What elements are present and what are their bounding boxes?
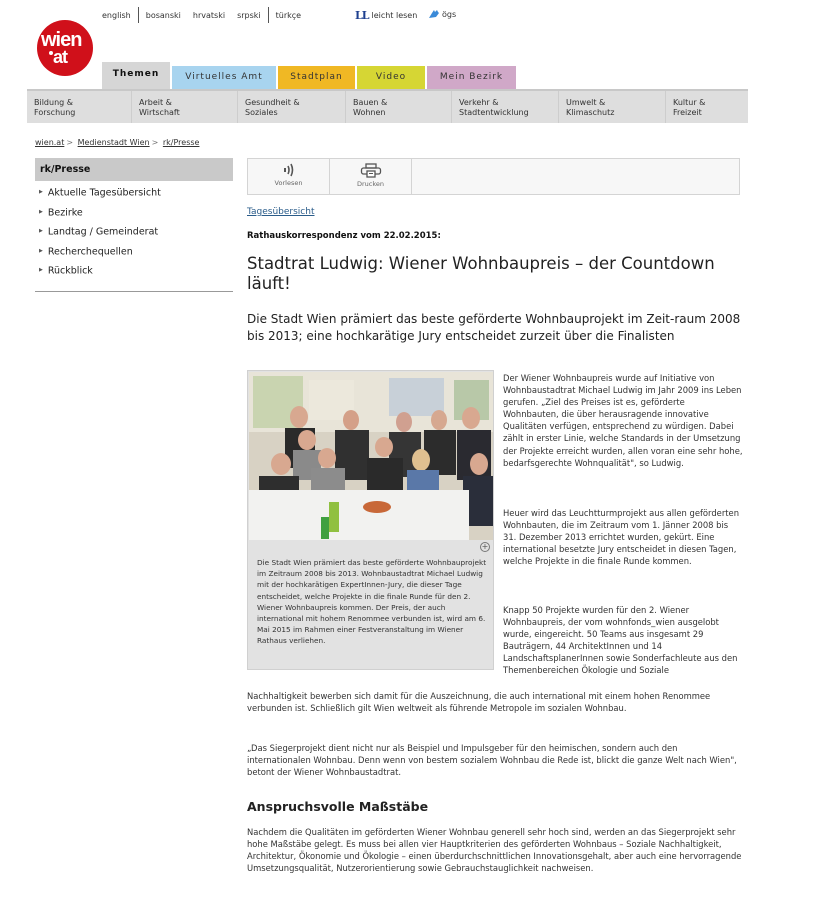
lang-turkce[interactable]: türkçe bbox=[275, 10, 302, 20]
triangle-bullet-icon: ▶ bbox=[39, 247, 43, 254]
category-bar bbox=[27, 89, 748, 123]
breadcrumb-rk-presse[interactable]: rk/Presse bbox=[162, 138, 200, 147]
sidebar-title[interactable]: rk/Presse bbox=[35, 158, 233, 181]
read-aloud-button[interactable] bbox=[248, 159, 330, 194]
category-verkehr[interactable]: Verkehr & Stadtentwicklung bbox=[452, 91, 559, 123]
wien-at-logo[interactable] bbox=[37, 20, 93, 76]
lang-english[interactable]: english bbox=[102, 10, 131, 20]
sign-language-label: ögs bbox=[442, 9, 457, 19]
easy-read-link[interactable] bbox=[355, 9, 417, 22]
triangle-bullet-icon: ▶ bbox=[39, 267, 43, 273]
triangle-bullet-icon: ▶ bbox=[39, 228, 43, 234]
lang-srpski[interactable]: srpski bbox=[237, 10, 261, 20]
article-title: Stadtrat Ludwig: Wiener Wohnbaupreis – der Countdown läuft! bbox=[247, 254, 715, 293]
image-caption: Die Stadt Wien prämiert das beste geförderte Wohnbauprojekt im Zeitraum 2008 bis 2013. Wohnbaustadtrat Michael Ludwig mit der hochkarätigen ExpertInnen-Jury, die dieser Tage entscheidet, welche Projekte in die finale Runde für den 2. Wiener Wohnbaupreis kommen. Der Preis, der auch international mit hohem Renommee verbunden ist, wird am 6. Mai 2015 im Rahmen einer Festveranstaltung im Wiener Rathaus verliehen. bbox=[257, 558, 487, 646]
print-label: Drucken bbox=[356, 180, 385, 188]
dateline: Rathauskorrespondenz vom 22.02.2015: bbox=[247, 231, 441, 241]
category-kultur[interactable]: Kultur & Freizeit bbox=[673, 98, 706, 117]
article-figure bbox=[247, 370, 494, 670]
breadcrumb-medienstadt[interactable]: Medienstadt Wien bbox=[77, 138, 150, 147]
category-bildung[interactable]: Bildung & Forschung bbox=[27, 91, 132, 123]
sign-language-hand-icon bbox=[428, 9, 440, 19]
category-gesundheit[interactable]: Gesundheit & Soziales bbox=[238, 91, 346, 123]
tab-themen[interactable]: Themen bbox=[102, 62, 170, 89]
sidebar-item-bezirke[interactable]: ▶ Bezirke bbox=[39, 206, 83, 218]
article-paragraph-continued: Nachhaltigkeit bewerben sich damit für die Auszeichnung, die auch international mit einem hohen Renommee verbunden ist. Schließlich gilt Wien weltweit als führende Metropole im sozialen Wohnbau. bbox=[247, 691, 711, 714]
article-paragraph: „Das Siegerprojekt dient nicht nur als Beispiel und Impulsgeber für den heimischen, sondern auch den internationalen Wohnbau. Denn wenn von bestem sozialem Wohnbau die Rede ist, blickt die ganze Welt nach Wien", betont der Wiener Wohnbaustadtrat. bbox=[247, 743, 737, 778]
triangle-bullet-icon: ▶ bbox=[39, 208, 43, 215]
breadcrumb bbox=[35, 138, 199, 147]
easy-read-label: leicht lesen bbox=[371, 11, 418, 20]
sign-language-link[interactable] bbox=[428, 9, 456, 19]
lang-bosanski[interactable]: bosanski bbox=[145, 10, 181, 20]
category-arbeit[interactable]: Arbeit & Wirtschaft bbox=[132, 91, 238, 123]
lang-divider bbox=[268, 7, 269, 23]
logo-text-wien: wien bbox=[41, 29, 82, 51]
article-paragraph: Heuer wird das Leuchtturmprojekt aus allen geförderten Wohnbauten, die im Zeitraum vom 1. Jänner 2008 bis 31. Dezember 2013 errichtet wurden, gekürt. Eine international besetzte Jury entscheidet in diesen Tagen, welche Projekte in die finale Runde kommen. bbox=[503, 508, 740, 567]
sidebar-item-rueckblick[interactable]: ▶ Rückblick bbox=[39, 265, 93, 277]
enlarge-image-icon[interactable]: + bbox=[481, 542, 489, 551]
read-aloud-label: Vorlesen bbox=[274, 179, 303, 187]
tab-stadtplan[interactable]: Stadtplan bbox=[278, 66, 355, 89]
sidebar-item-recherchequellen[interactable]: ▶ Recherchequellen bbox=[39, 245, 133, 257]
tab-virtuelles-amt[interactable]: Virtuelles Amt bbox=[172, 66, 276, 89]
category-bauen[interactable]: Bauen & Wohnen bbox=[346, 91, 452, 123]
easy-read-icon: LL bbox=[355, 9, 369, 22]
article-subheading: Anspruchsvolle Maßstäbe bbox=[247, 799, 429, 814]
sidebar-nav bbox=[35, 181, 233, 292]
overview-link[interactable]: Tagesübersicht bbox=[247, 207, 315, 217]
photo-illustration bbox=[249, 372, 493, 540]
speaker-waves-icon bbox=[281, 163, 297, 177]
lang-divider bbox=[138, 7, 139, 23]
sidebar-item-landtag[interactable]: ▶ Landtag / Gemeinderat bbox=[39, 226, 159, 238]
article-toolbar bbox=[247, 158, 740, 195]
breadcrumb-wien-at[interactable]: wien.at bbox=[35, 138, 65, 147]
main-tabs bbox=[102, 62, 518, 89]
article-paragraph: Nachdem die Qualitäten im geförderten Wiener Wohnbau generell sehr hoch sind, werden an das Siegerprojekt sehr hohe Maßstäbe gelegt. Es muss bei allen vier Hauptkriterien des geförderten Wohnbaus – Soziale Nachhaltigkeit, Architektur, Ökonomie und Ökologie – einen überdurchschnittlichen Innovationsgehalt, aber auch eine hervorragende Umsetzungsqualität, Nutzerorientierung sowie Gebrauchstauglichkeit nachweisen. bbox=[247, 827, 742, 874]
sidebar-item-tagesuebersicht[interactable]: ▶ Aktuelle Tagesübersicht bbox=[39, 187, 161, 199]
breadcrumb-separator: > bbox=[151, 138, 159, 147]
language-switcher bbox=[102, 7, 307, 23]
tab-mein-bezirk[interactable]: Mein Bezirk bbox=[427, 66, 516, 89]
article-lead: Die Stadt Wien prämiert das beste geförderte Wohnbauprojekt im Zeit-raum 2008 bis 2013; eine hochkarätige Jury entscheidet zurzeit über die Finalisten bbox=[247, 312, 741, 343]
article-paragraph: Knapp 50 Projekte wurden für den 2. Wiener Wohnbaupreis, der vom wohnfonds_wien ausgelobt wurde, eingereicht. 50 Teams aus insgesamt 29 Bauträgern, 44 ArchitektInnen und 14 LandschaftsplanerInnen sowie Sonderfachleute aus den Themenbereichen Ökologie und Soziale bbox=[503, 605, 738, 676]
printer-icon bbox=[360, 163, 382, 178]
jury-group-photo[interactable] bbox=[249, 372, 493, 540]
print-button[interactable] bbox=[330, 159, 412, 194]
lang-hrvatski[interactable]: hrvatski bbox=[192, 10, 226, 20]
triangle-bullet-icon: ▶ bbox=[39, 189, 43, 195]
logo-text-at: at bbox=[53, 47, 68, 67]
tab-video[interactable]: Video bbox=[357, 66, 425, 89]
category-umwelt[interactable]: Umwelt & Klimaschutz bbox=[559, 91, 666, 123]
sidebar bbox=[35, 158, 233, 292]
breadcrumb-separator: > bbox=[66, 138, 74, 147]
article-paragraph: Der Wiener Wohnbaupreis wurde auf Initiative von Wohnbaustadtrat Michael Ludwig im Jahr 2009 ins Leben gerufen. „Ziel des Preises ist es, geförderte Wohnbauten, die über herausragende innovative Qualitäten verfügen, entsprechend zu würdigen. Dabei zählt in erster Linie, welche Standards in der Umsetzung der Projekte erreicht wurden, allen voran eine sehr hohe, bedarfsgerechte Wohnqualität", so Ludwig. bbox=[503, 373, 743, 468]
